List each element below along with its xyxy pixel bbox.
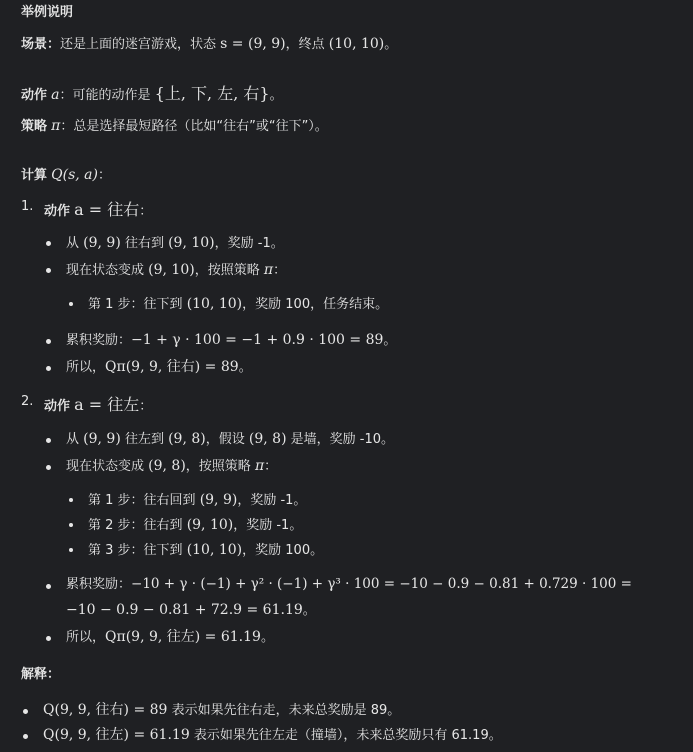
case2-result-post: 。 xyxy=(260,630,274,645)
case2-cumulative-pre: 累积奖励： xyxy=(66,577,132,592)
case1-item-1-pre: 从 xyxy=(66,236,80,251)
case2-item-1-mid2: ，假设 xyxy=(205,432,245,447)
compute-label: 计算 xyxy=(21,168,48,183)
case1-item-2-e1: (9, 10) xyxy=(148,262,195,278)
bullet-icon xyxy=(46,241,51,246)
case1-result-pre: 所以， xyxy=(66,360,106,375)
case1-expr: a = 往右 xyxy=(74,200,140,219)
policy-line xyxy=(21,116,328,137)
action-colon: ：可能的动作是 xyxy=(59,88,151,103)
case1-cumulative-pre: 累积奖励： xyxy=(66,333,132,348)
case1-sub-1-e1: (10, 10) xyxy=(186,296,243,312)
explain-item-1-text: 表示如果先往右走，未来总奖励是 89。 xyxy=(171,703,401,718)
case2-sub-1 xyxy=(88,490,306,511)
scene-goal-expr: (10, 10) xyxy=(328,36,385,52)
explain-item-1 xyxy=(43,700,400,721)
compute-colon: ： xyxy=(98,168,112,183)
bullet-icon xyxy=(23,734,28,739)
bullet-icon xyxy=(69,302,73,306)
case2-item-1-e1: (9, 9) xyxy=(83,431,121,447)
case2-item-2-mid: ，按照策略 xyxy=(185,459,251,474)
policy-text: ：总是选择最短路径（比如“往右”或“往下”）。 xyxy=(60,119,328,134)
case1-item-1 xyxy=(66,233,284,254)
compute-line xyxy=(21,165,111,186)
explain-item-2 xyxy=(43,725,502,746)
case2-expr: a = 往左 xyxy=(74,395,140,414)
case1-sub-1-post: ，奖励 100，任务结束。 xyxy=(242,297,389,312)
case1-cumulative-post: 。 xyxy=(383,333,397,348)
case2-cumulative-post: 。 xyxy=(302,603,316,618)
policy-label: 策略 xyxy=(21,119,48,134)
case2-cumulative-expr-2: −10 − 0.9 − 0.81 + 72.9 = 61.19 xyxy=(66,602,303,618)
case2-item-2-e1: (9, 8) xyxy=(148,458,186,474)
case2-sub-1-pre: 第 1 步：往右回到 xyxy=(88,493,196,508)
case2-result-pre: 所以， xyxy=(66,630,106,645)
case2-sub-3 xyxy=(88,540,323,561)
case2-item-1-e2: (9, 8) xyxy=(168,431,206,447)
case1-result xyxy=(66,357,252,378)
case1-item-2-pre: 现在状态变成 xyxy=(66,263,145,278)
bullet-icon xyxy=(46,636,51,641)
bullet-icon xyxy=(69,523,73,527)
case1-result-expr: Qπ(9, 9, 往右) = 89 xyxy=(105,359,239,375)
case2-item-2-pre: 现在状态变成 xyxy=(66,459,145,474)
case2-sub-2 xyxy=(88,515,302,536)
case1-sub-1 xyxy=(88,294,388,315)
case1-item-2 xyxy=(66,260,286,281)
scene-state-expr: s = (9, 9) xyxy=(220,36,286,52)
scene-text-end: 。 xyxy=(384,37,398,52)
case2-item-1-pre: 从 xyxy=(66,432,80,447)
case1-item-1-e1: (9, 9) xyxy=(83,235,121,251)
explain-item-2-expr: Q(9, 9, 往左) = 61.19 xyxy=(43,727,190,743)
case1-cumulative-expr: −1 + γ · 100 = −1 + 0.9 · 100 = 89 xyxy=(131,332,384,348)
explain-item-1-expr: Q(9, 9, 往右) = 89 xyxy=(43,702,168,718)
case2-sub-3-e1: (10, 10) xyxy=(186,542,243,558)
explain-label: 解释： xyxy=(21,667,61,682)
explain-item-2-text: 表示如果先往左走（撞墙），未来总奖励只有 61.19。 xyxy=(193,728,502,743)
action-set-expr: {上, 下, 左, 右} xyxy=(154,84,270,103)
scene-text-mid: ，终点 xyxy=(285,37,325,52)
case2-item-2-post: ： xyxy=(264,459,278,474)
case1-heading xyxy=(44,198,152,222)
case2-sub-1-post: ，奖励 -1。 xyxy=(237,493,307,508)
case2-sub-1-e1: (9, 9) xyxy=(199,492,238,508)
case1-item-1-e2: (9, 10) xyxy=(168,235,215,251)
action-var: a xyxy=(51,87,60,103)
case1-label: 动作 xyxy=(44,204,71,219)
case1-item-2-e2: π xyxy=(263,262,274,278)
case2-number: 2. xyxy=(21,394,34,409)
case1-item-2-post: ： xyxy=(273,263,287,278)
case2-item-1-post: 是墙，奖励 -10。 xyxy=(290,432,395,447)
bullet-icon xyxy=(46,584,51,589)
case2-item-1-mid: 往左到 xyxy=(124,432,164,447)
case2-item-2-e2: π xyxy=(254,458,265,474)
case1-item-1-post: ，奖励 -1。 xyxy=(214,236,284,251)
case2-item-2 xyxy=(66,456,277,477)
case2-cumulative-line1 xyxy=(66,575,632,595)
case2-colon: ： xyxy=(139,399,153,414)
case1-result-post: 。 xyxy=(238,360,252,375)
scene-line xyxy=(21,34,397,55)
case2-sub-2-post: ，奖励 -1。 xyxy=(233,518,303,533)
example-heading: 举例说明 xyxy=(21,5,74,20)
case1-colon: ： xyxy=(139,204,153,219)
action-end: 。 xyxy=(269,88,283,103)
case2-cumulative-line2 xyxy=(66,600,316,621)
scene-label: 场景： xyxy=(21,37,61,52)
case2-sub-2-e1: (9, 10) xyxy=(186,517,234,533)
bullet-icon xyxy=(69,548,73,552)
policy-var: π xyxy=(51,118,61,134)
case2-sub-2-pre: 第 2 步：往右到 xyxy=(88,518,183,533)
case1-sub-1-pre: 第 1 步：往下到 xyxy=(88,297,183,312)
bullet-icon xyxy=(46,268,51,273)
bullet-icon xyxy=(69,498,73,502)
case2-cumulative-expr-1: −10 + γ · (−1) + γ² · (−1) + γ³ · 100 = −10 − 0.9 − 0.81 + 0.729 · 100 = xyxy=(131,576,632,592)
action-label: 动作 xyxy=(21,88,48,103)
bullet-icon xyxy=(46,339,51,344)
case1-cumulative xyxy=(66,330,396,351)
case2-sub-3-post: ，奖励 100。 xyxy=(242,543,324,558)
case2-result xyxy=(66,627,274,648)
compute-expr: Q(s, a) xyxy=(51,167,98,183)
case2-result-expr: Qπ(9, 9, 往左) = 61.19 xyxy=(105,629,261,645)
bullet-icon xyxy=(46,465,51,470)
case1-number: 1. xyxy=(21,199,34,214)
case2-heading xyxy=(44,393,152,417)
case2-label: 动作 xyxy=(44,399,71,414)
case1-item-2-mid: ，按照策略 xyxy=(194,263,260,278)
case2-item-1 xyxy=(66,429,394,450)
action-line xyxy=(21,82,283,106)
bullet-icon xyxy=(46,366,51,371)
bullet-icon xyxy=(23,709,28,714)
case2-sub-3-pre: 第 3 步：往下到 xyxy=(88,543,183,558)
case1-item-1-mid: 往右到 xyxy=(124,236,164,251)
bullet-icon xyxy=(46,438,51,443)
scene-text-before: 还是上面的迷宫游戏，状态 xyxy=(60,37,217,52)
case2-item-1-e3: (9, 8) xyxy=(248,431,287,447)
